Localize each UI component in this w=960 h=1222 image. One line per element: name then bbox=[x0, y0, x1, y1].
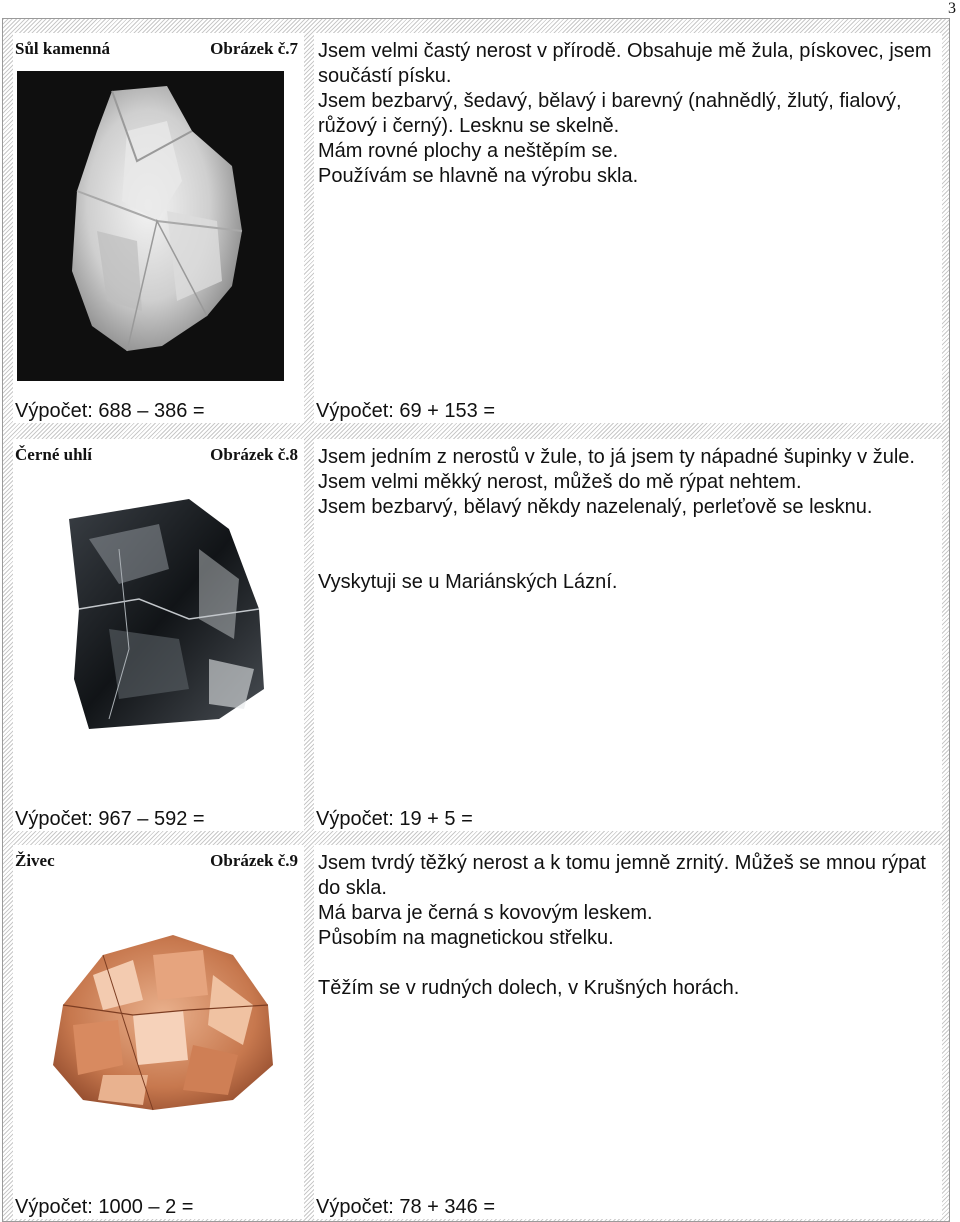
calculation-left: Výpočet: 967 – 592 = bbox=[15, 808, 205, 830]
coal-image bbox=[49, 489, 269, 749]
feldspar-image bbox=[33, 915, 283, 1115]
calculation-right: Výpočet: 19 + 5 = bbox=[316, 808, 473, 830]
mineral-name: Sůl kamenná bbox=[15, 39, 110, 58]
figure-label: Obrázek č.7 bbox=[210, 39, 298, 58]
worksheet-table bbox=[2, 18, 950, 1222]
description-text bbox=[318, 39, 936, 189]
calculation-left: Výpočet: 1000 – 2 = bbox=[15, 1196, 194, 1218]
mineral-description-2 bbox=[314, 439, 942, 831]
description-text bbox=[318, 445, 936, 595]
mineral-card-left-3 bbox=[13, 845, 304, 1219]
mineral-card-left-1 bbox=[13, 33, 304, 423]
description-line: Jsem jedním z nerostů v žule, to já jsem ty nápadné šupinky v žule. bbox=[318, 446, 915, 468]
mineral-name: Černé uhlí bbox=[15, 445, 92, 464]
mineral-card-left-2 bbox=[13, 439, 304, 831]
salt-crystal-image bbox=[17, 71, 284, 381]
page-number: 3 bbox=[948, 0, 956, 17]
figure-label: Obrázek č.9 bbox=[210, 851, 298, 870]
description-line: Působím na magnetickou střelku. bbox=[318, 927, 614, 949]
calculation-left: Výpočet: 688 – 386 = bbox=[15, 400, 205, 422]
description-line: Jsem bezbarvý, bělavý někdy nazelenalý, perleťově se lesknu. bbox=[318, 496, 873, 518]
figure-label: Obrázek č.8 bbox=[210, 445, 298, 464]
description-line: Těžím se v rudných dolech, v Krušných horách. bbox=[318, 977, 740, 999]
description-line: Má barva je černá s kovovým leskem. bbox=[318, 902, 653, 924]
description-line: Používám se hlavně na výrobu skla. bbox=[318, 165, 639, 187]
description-line: Jsem bezbarvý, šedavý, bělavý i barevný (nahnědlý, žlutý, fialový, růžový i černý). Lesknu se skelně. bbox=[318, 90, 902, 137]
description-line: Mám rovné plochy a neštěpím se. bbox=[318, 140, 619, 162]
description-line: Vyskytuji se u Mariánských Lázní. bbox=[318, 571, 618, 593]
description-line: Jsem tvrdý těžký nerost a k tomu jemně zrnitý. Můžeš se mnou rýpat do skla. bbox=[318, 852, 926, 899]
description-text bbox=[318, 851, 936, 1001]
calculation-right: Výpočet: 69 + 153 = bbox=[316, 400, 496, 422]
mineral-description-3 bbox=[314, 845, 942, 1219]
description-line: Jsem velmi měkký nerost, můžeš do mě rýpat nehtem. bbox=[318, 471, 802, 493]
mineral-description-1 bbox=[314, 33, 942, 423]
mineral-name: Živec bbox=[15, 851, 55, 870]
calculation-right: Výpočet: 78 + 346 = bbox=[316, 1196, 496, 1218]
description-line: Jsem velmi častý nerost v přírodě. Obsahuje mě žula, pískovec, jsem součástí písku. bbox=[318, 40, 932, 87]
